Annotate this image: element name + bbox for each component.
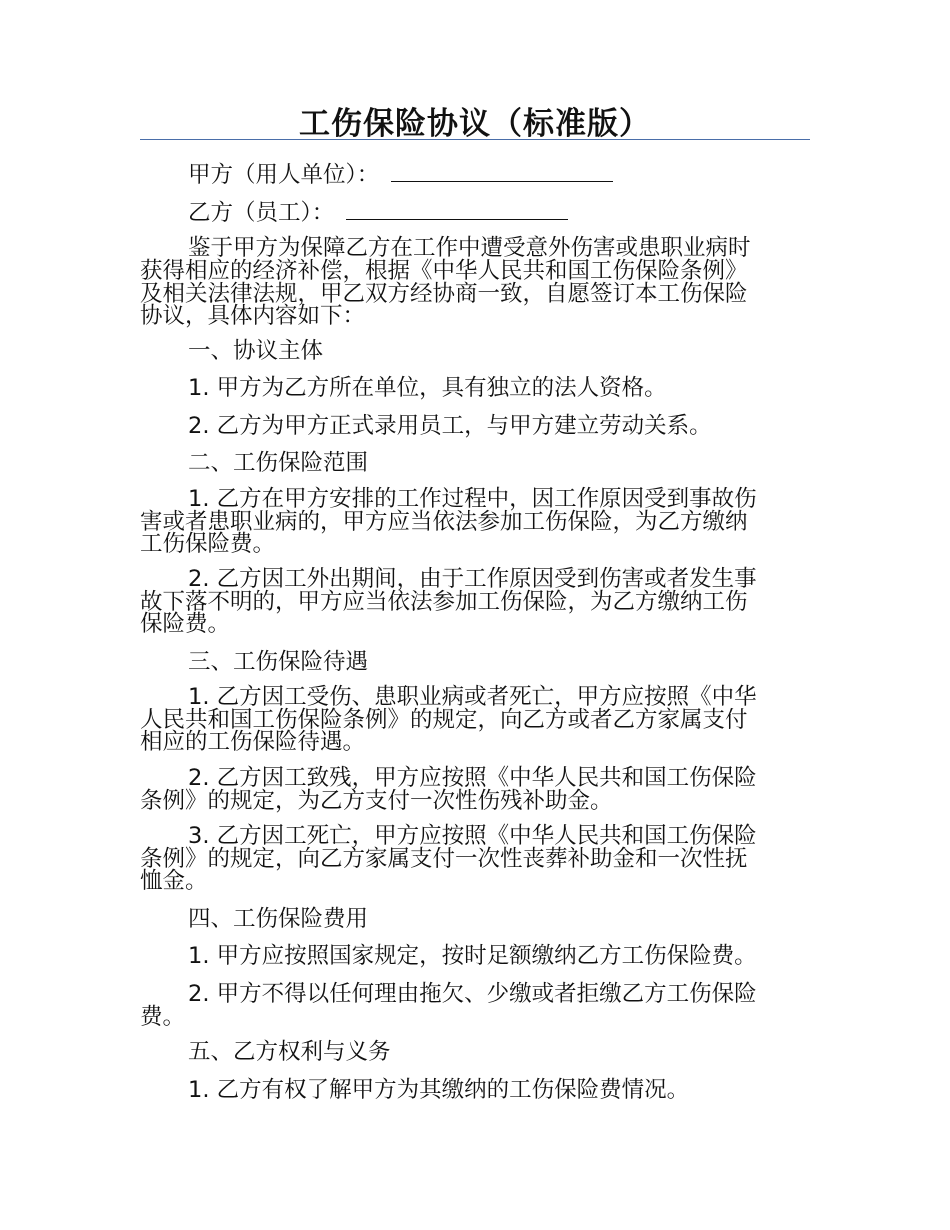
clause-line: 2. 乙方因工致残，甲方应按照《中华人民共和国工伤保险 xyxy=(188,765,757,791)
clause-line: 1. 乙方因工受伤、患职业病或者死亡，甲方应按照《中华 xyxy=(188,684,757,710)
section-heading: 四、工伤保险费用 xyxy=(188,906,369,932)
clause-line: 1. 乙方在甲方安排的工作过程中，因工作原因受到事故伤 xyxy=(188,486,757,512)
clause-line: 恤金。 xyxy=(140,868,208,894)
clause-line: 1. 甲方应按照国家规定，按时足额缴纳乙方工伤保险费。 xyxy=(188,943,757,969)
party-b-label: 乙方（员工）： xyxy=(188,200,335,226)
clause-line: 费。 xyxy=(140,1004,186,1030)
preamble-line: 获得相应的经济补偿，根据《中华人民共和国工伤保险条例》 xyxy=(140,258,748,284)
section-heading: 二、工伤保险范围 xyxy=(188,450,369,476)
clause-line: 2. 乙方为甲方正式录用员工，与甲方建立劳动关系。 xyxy=(188,413,712,439)
clause-line: 1. 甲方为乙方所在单位，具有独立的法人资格。 xyxy=(188,375,667,401)
party-a-blank xyxy=(391,163,613,182)
clause-line: 害或者患职业病的，甲方应当依法参加工伤保险，为乙方缴纳 xyxy=(140,509,748,535)
clause-line: 条例》的规定，向乙方家属支付一次性丧葬补助金和一次性抚 xyxy=(140,846,748,872)
preamble-line: 协议，具体内容如下： xyxy=(140,303,366,329)
title-underline xyxy=(140,139,810,140)
clause-line: 相应的工伤保险待遇。 xyxy=(140,729,366,755)
party-a-line xyxy=(188,163,613,187)
clause-line: 人民共和国工伤保险条例》的规定，向乙方或者乙方家属支付 xyxy=(140,707,748,733)
clause-line: 2. 甲方不得以任何理由拖欠、少缴或者拒缴乙方工伤保险 xyxy=(188,981,757,1007)
clause-line: 保险费。 xyxy=(140,611,231,637)
party-b-blank xyxy=(346,201,568,220)
section-heading: 五、乙方权利与义务 xyxy=(188,1039,391,1065)
clause-line: 故下落不明的，甲方应当依法参加工伤保险，为乙方缴纳工伤 xyxy=(140,589,748,615)
section-heading: 一、协议主体 xyxy=(188,338,324,364)
document-title: 工伤保险协议（标准版） xyxy=(299,106,651,142)
clause-line: 3. 乙方因工死亡，甲方应按照《中华人民共和国工伤保险 xyxy=(188,823,757,849)
section-heading: 三、工伤保险待遇 xyxy=(188,649,369,675)
preamble-line: 鉴于甲方为保障乙方在工作中遭受意外伤害或患职业病时 xyxy=(188,235,751,261)
party-a-label: 甲方（用人单位）： xyxy=(188,162,380,188)
preamble-line: 及相关法律法规，甲乙双方经协商一致，自愿签订本工伤保险 xyxy=(140,281,748,307)
clause-line: 工伤保险费。 xyxy=(140,531,276,557)
clause-line: 条例》的规定，为乙方支付一次性伤残补助金。 xyxy=(140,788,613,814)
clause-line: 2. 乙方因工外出期间，由于工作原因受到伤害或者发生事 xyxy=(188,566,757,592)
clause-line: 1. 乙方有权了解甲方为其缴纳的工伤保险费情况。 xyxy=(188,1077,690,1103)
party-b-line xyxy=(188,201,568,225)
